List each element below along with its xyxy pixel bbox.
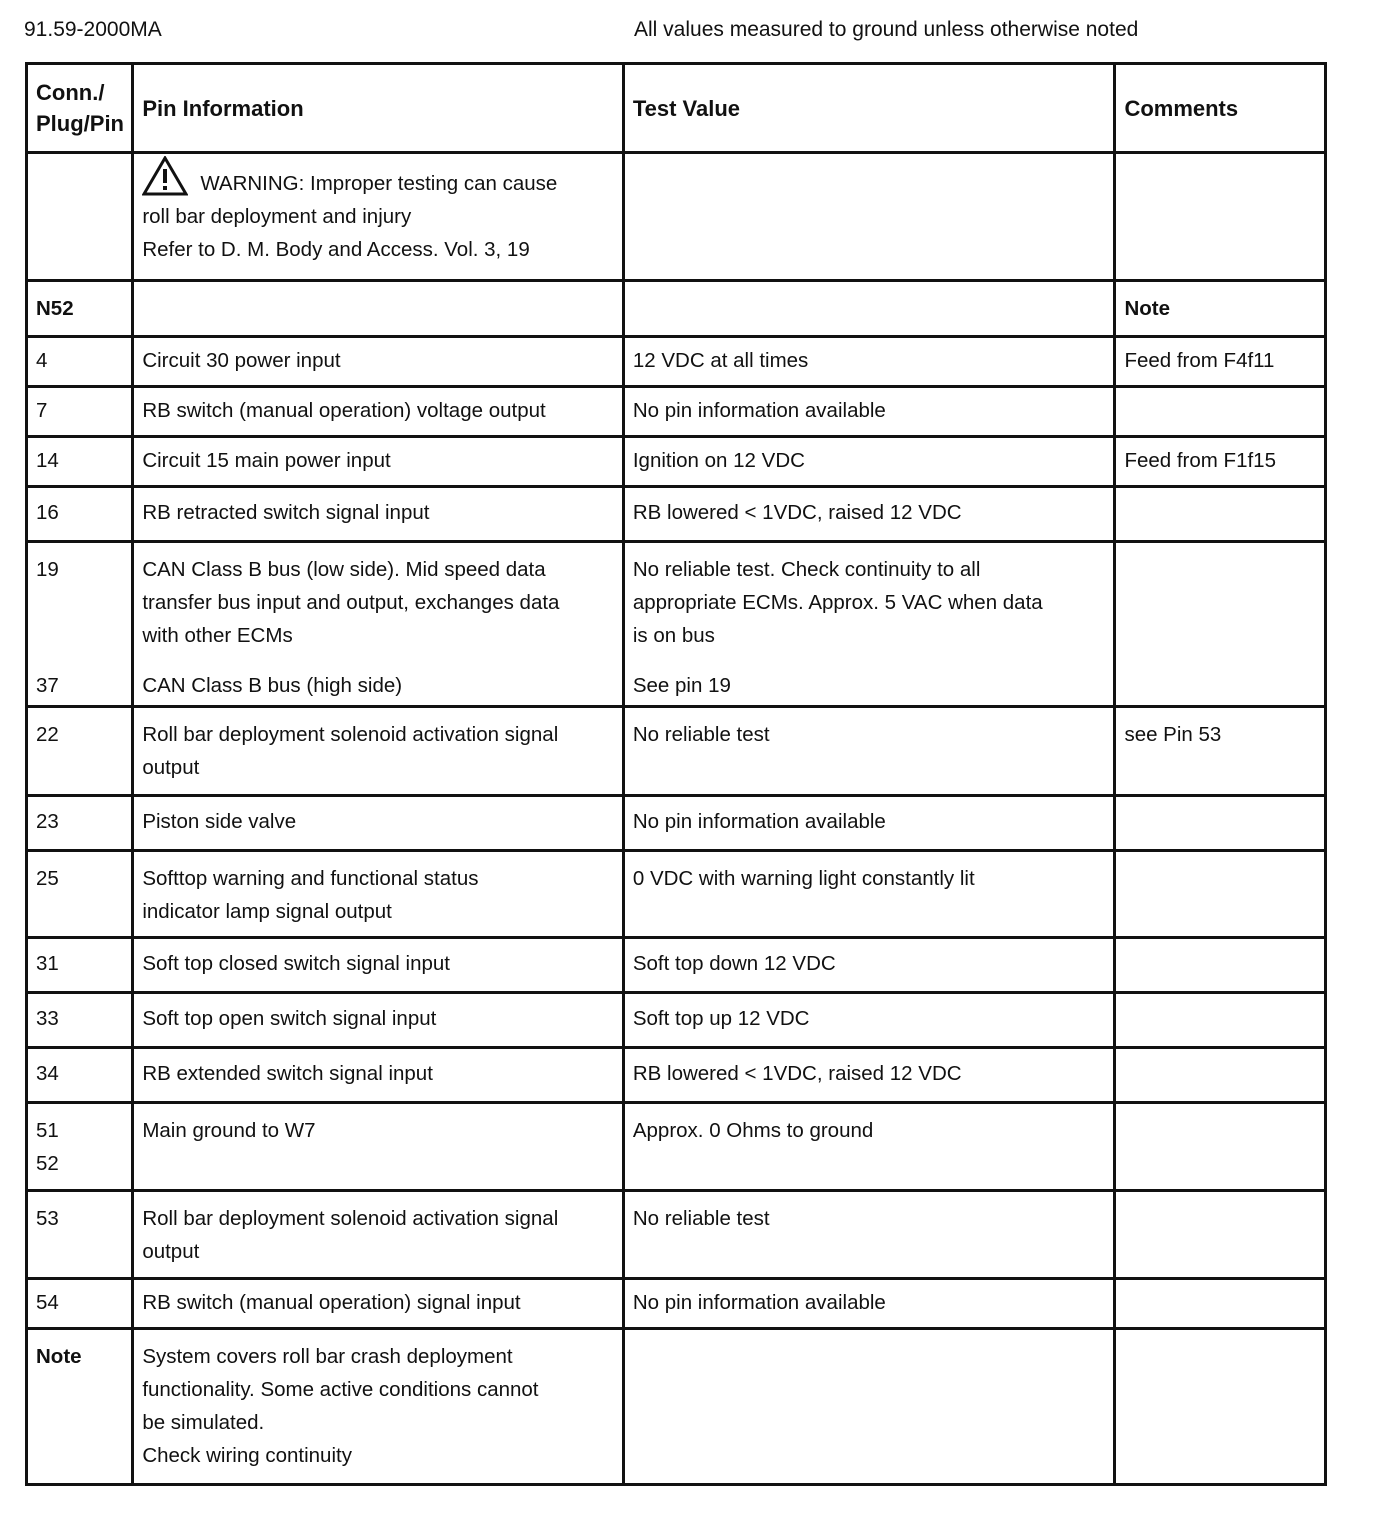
measurement-note: All values measured to ground unless otherwise noted [634,18,1139,41]
connector-id: N52 [27,281,133,337]
warning-row [27,153,1326,281]
warning-reference: Refer to D. M. Body and Access. Vol. 3, 19 [142,238,530,261]
warning-triangle-icon [142,156,188,196]
column-header-conn: Conn./ Plug/Pin [27,64,133,153]
table-row: 16 RB retracted switch signal input RB lowered < 1VDC, raised 12 VDC [27,487,1326,542]
note-row [27,1329,1326,1485]
table-row: 34 RB extended switch signal input RB lowered < 1VDC, raised 12 VDC [27,1048,1326,1103]
warning-cell: WARNING: Improper testing can cause roll bar deployment and injury Refer to D. M. Body and Access. Vol. 3, 19 [133,153,624,281]
column-header-test-value: Test Value [623,64,1115,153]
table-row: 33 Soft top open switch signal input Soft top up 12 VDC [27,993,1326,1048]
table-row: 14 Circuit 15 main power input Ignition on 12 VDC Feed from F1f15 [27,437,1326,487]
column-header-pin-information: Pin Information [133,64,624,153]
connector-comment: Note [1115,281,1326,337]
table-row: 25 Softtop warning and functional status indicator lamp signal output 0 VDC with warning light constantly lit [27,851,1326,938]
warning-text: WARNING: Improper testing can cause [200,172,558,195]
table-row: 31 Soft top closed switch signal input Soft top down 12 VDC [27,938,1326,993]
note-text: System covers roll bar crash deployment functionality. Some active conditions cannot be simulated. Check wiring continuity [133,1329,624,1485]
table-header-row [27,64,1326,153]
table-row: 51 52 Main ground to W7 Approx. 0 Ohms to ground [27,1103,1326,1191]
pin-table [25,62,1327,1486]
table-row: 22 Roll bar deployment solenoid activation signal output No reliable test see Pin 53 [27,707,1326,796]
note-label: Note [27,1329,133,1485]
table-row: 54 RB switch (manual operation) signal input No pin information available [27,1279,1326,1329]
table-row: 53 Roll bar deployment solenoid activation signal output No reliable test [27,1191,1326,1279]
table-row: 23 Piston side valve No pin information available [27,796,1326,851]
table-row: 4 Circuit 30 power input 12 VDC at all times Feed from F4f11 [27,337,1326,387]
table-row: 7 RB switch (manual operation) voltage output No pin information available [27,387,1326,437]
connector-row [27,281,1326,337]
document-id: 91.59-2000MA [24,18,162,41]
table-row: 19 37 CAN Class B bus (low side). Mid speed data transfer bus input and output, exchanges data with other ECMs CAN Class B bus (high side) No reliable test. Check continuity to all appropriate ECMs. Approx. 5 VAC when data is on bus See pin 19 [27,542,1326,707]
column-header-comments: Comments [1115,64,1326,153]
